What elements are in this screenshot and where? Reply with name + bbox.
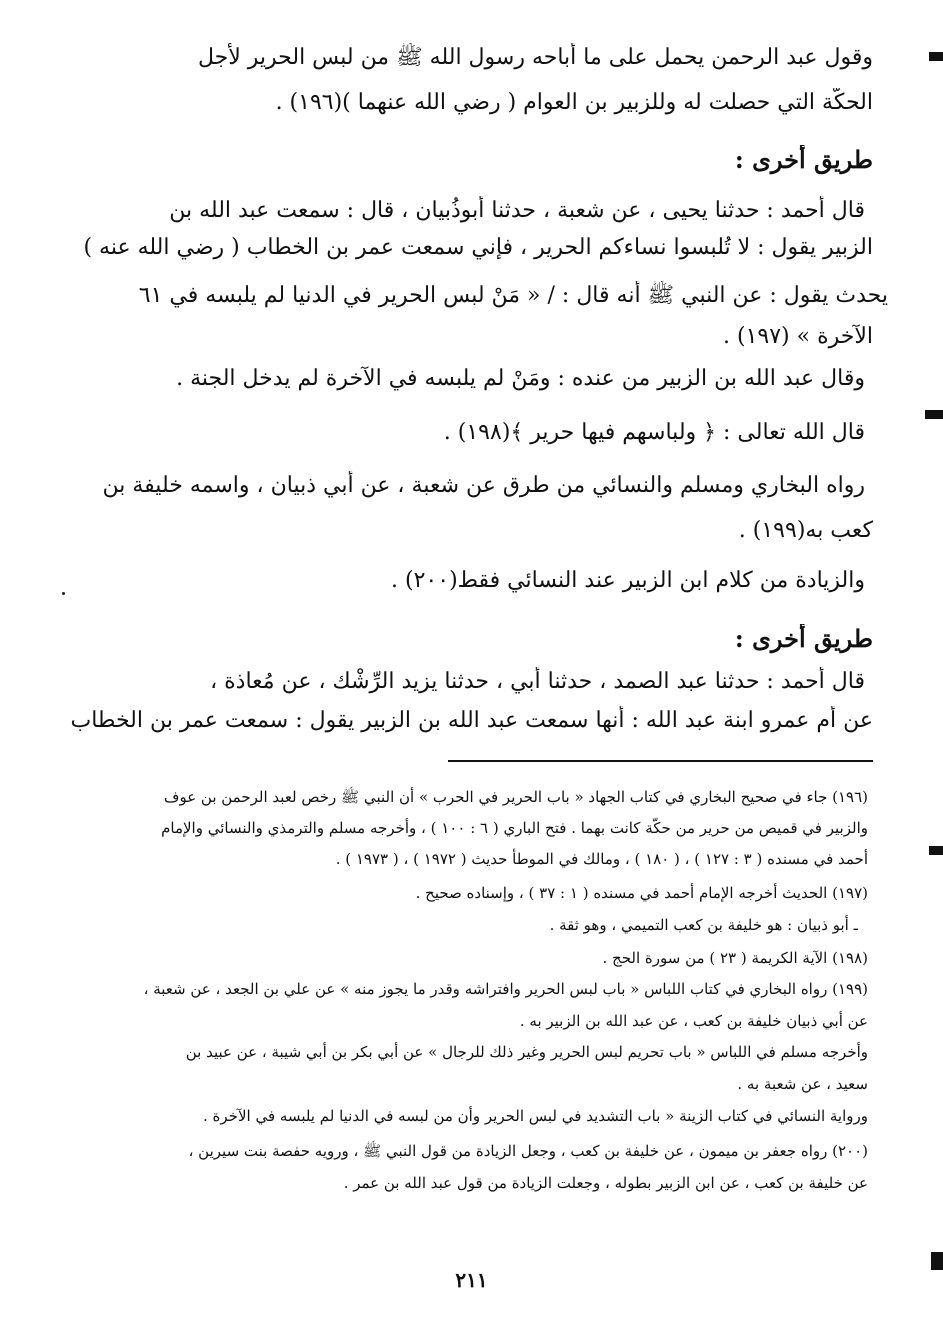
text-line: رواه البخاري ومسلم والنسائي من طرق عن شعبة ، عن أبي ذبيان ، واسمه خليفة بن <box>102 473 865 498</box>
text-line: يحدث يقول : عن النبي ﷺ أنه قال : / « مَنْ لبس الحرير في الدنيا لم يلبسه في ٦١ <box>138 283 888 308</box>
footnote-separator <box>448 760 873 762</box>
footnote-line: (١٩٨) الآية الكريمة ( ٢٣ ) من سورة الحج . <box>602 949 868 967</box>
text-line: الزبير يقول : لا تُلبسوا نساءكم الحرير ، فإني سمعت عمر بن الخطاب ( رضي الله عنه ) <box>83 235 873 260</box>
text-line: الحكّة التي حصلت له وللزبير بن العوام ( رضي الله عنهما )(١٩٦) . <box>275 90 873 115</box>
footnote-line: ورواية النسائي في كتاب الزينة « باب التشديد في لبس الحرير وأن من لبسه في الدنيا لم يلبسه في الآخرة . <box>203 1107 868 1125</box>
scan-mark <box>931 1252 943 1270</box>
text-line: الآخرة » (١٩٧) . <box>723 324 873 349</box>
text-line: قال أحمد : حدثنا يحيى ، عن شعبة ، حدثنا أبوذُبيان ، قال : سمعت عبد الله بن <box>169 198 865 223</box>
scan-mark <box>925 410 943 419</box>
section-heading: طريق أخرى : <box>734 624 873 653</box>
footnote-line: وأخرجه مسلم في اللباس « باب تحريم لبس الحرير وغير ذلك للرجال » عن أبي بكر بن أبي شيبة ، عن عبيد بن <box>185 1043 868 1061</box>
text-line: والزيادة من كلام ابن الزبير عند النسائي فقط(٢٠٠) . <box>391 568 865 593</box>
scan-mark <box>929 52 943 61</box>
footnote-line: (١٩٩) رواه البخاري في كتاب اللباس « باب لبس الحرير وافتراشه وقدر ما يجوز منه » عن علي بن الجعد ، عن شعبة ، <box>143 980 868 998</box>
page-number: ٢١١ <box>455 1268 488 1292</box>
footnote-line: عن أبي ذبيان خليفة بن كعب ، عن عبد الله بن الزبير به . <box>519 1012 868 1030</box>
text-line: وقول عبد الرحمن يحمل على ما أباحه رسول الله ﷺ من لبس الحرير لأجل <box>197 45 873 70</box>
text-line: وقال عبد الله بن الزبير من عنده : ومَنْ لم يلبسه في الآخرة لم يدخل الجنة . <box>176 366 865 391</box>
text-line: كعب به(١٩٩) . <box>738 518 873 543</box>
scan-mark <box>929 846 943 855</box>
footnote-line: سعيد ، عن شعبة به . <box>737 1075 868 1093</box>
quran-verse-line: قال الله تعالى : ﴿ ولباسهم فيها حرير ﴾(١٩٨) . <box>443 420 865 445</box>
footnote-line: (١٩٦) جاء في صحيح البخاري في كتاب الجهاد « باب الحرير في الحرب » أن النبي ﷺ رخص لعبد الرحمن بن عوف <box>163 788 868 806</box>
footnote-line: عن خليفة بن كعب ، عن ابن الزبير بطوله ، وجعلت الزيادة من قول عبد الله بن عمر . <box>343 1174 868 1192</box>
footnote-line: (٢٠٠) رواه جعفر بن ميمون ، عن خليفة بن كعب ، وجعل الزيادة من قول النبي ﷺ ، ورويه حفصة بنت سيرين ، <box>188 1142 868 1160</box>
footnote-line: والزبير في قميص من حرير من حكّة كانت بهما . فتح الباري ( ٦ : ١٠٠ ) ، وأخرجه مسلم والترمذي والنسائي والإمام <box>161 819 868 837</box>
footnote-line: (١٩٧) الحديث أخرجه الإمام أحمد في مسنده ( ١ : ٣٧ ) ، وإسناده صحيح . <box>415 884 868 902</box>
text-line: قال أحمد : حدثنا عبد الصمد ، حدثنا أبي ، حدثنا يزيد الرِّشْك ، عن مُعاذة ، <box>210 669 865 694</box>
section-heading: طريق أخرى : <box>734 145 873 174</box>
footnote-line: أحمد في مسنده ( ٣ : ١٢٧ ) ، ( ١٨٠ ) ، ومالك في الموطأ حديث ( ١٩٧٢ ) ، ( ١٩٧٣ ) . <box>335 850 868 868</box>
text-line: عن أم عمرو ابنة عبد الله : أنها سمعت عبد الله بن الزبير يقول : سمعت عمر بن الخطاب <box>70 708 873 733</box>
scan-speck <box>62 592 65 595</box>
footnote-line: ـ أبو ذبيان : هو خليفة بن كعب التميمي ، وهو ثقة . <box>549 916 858 934</box>
